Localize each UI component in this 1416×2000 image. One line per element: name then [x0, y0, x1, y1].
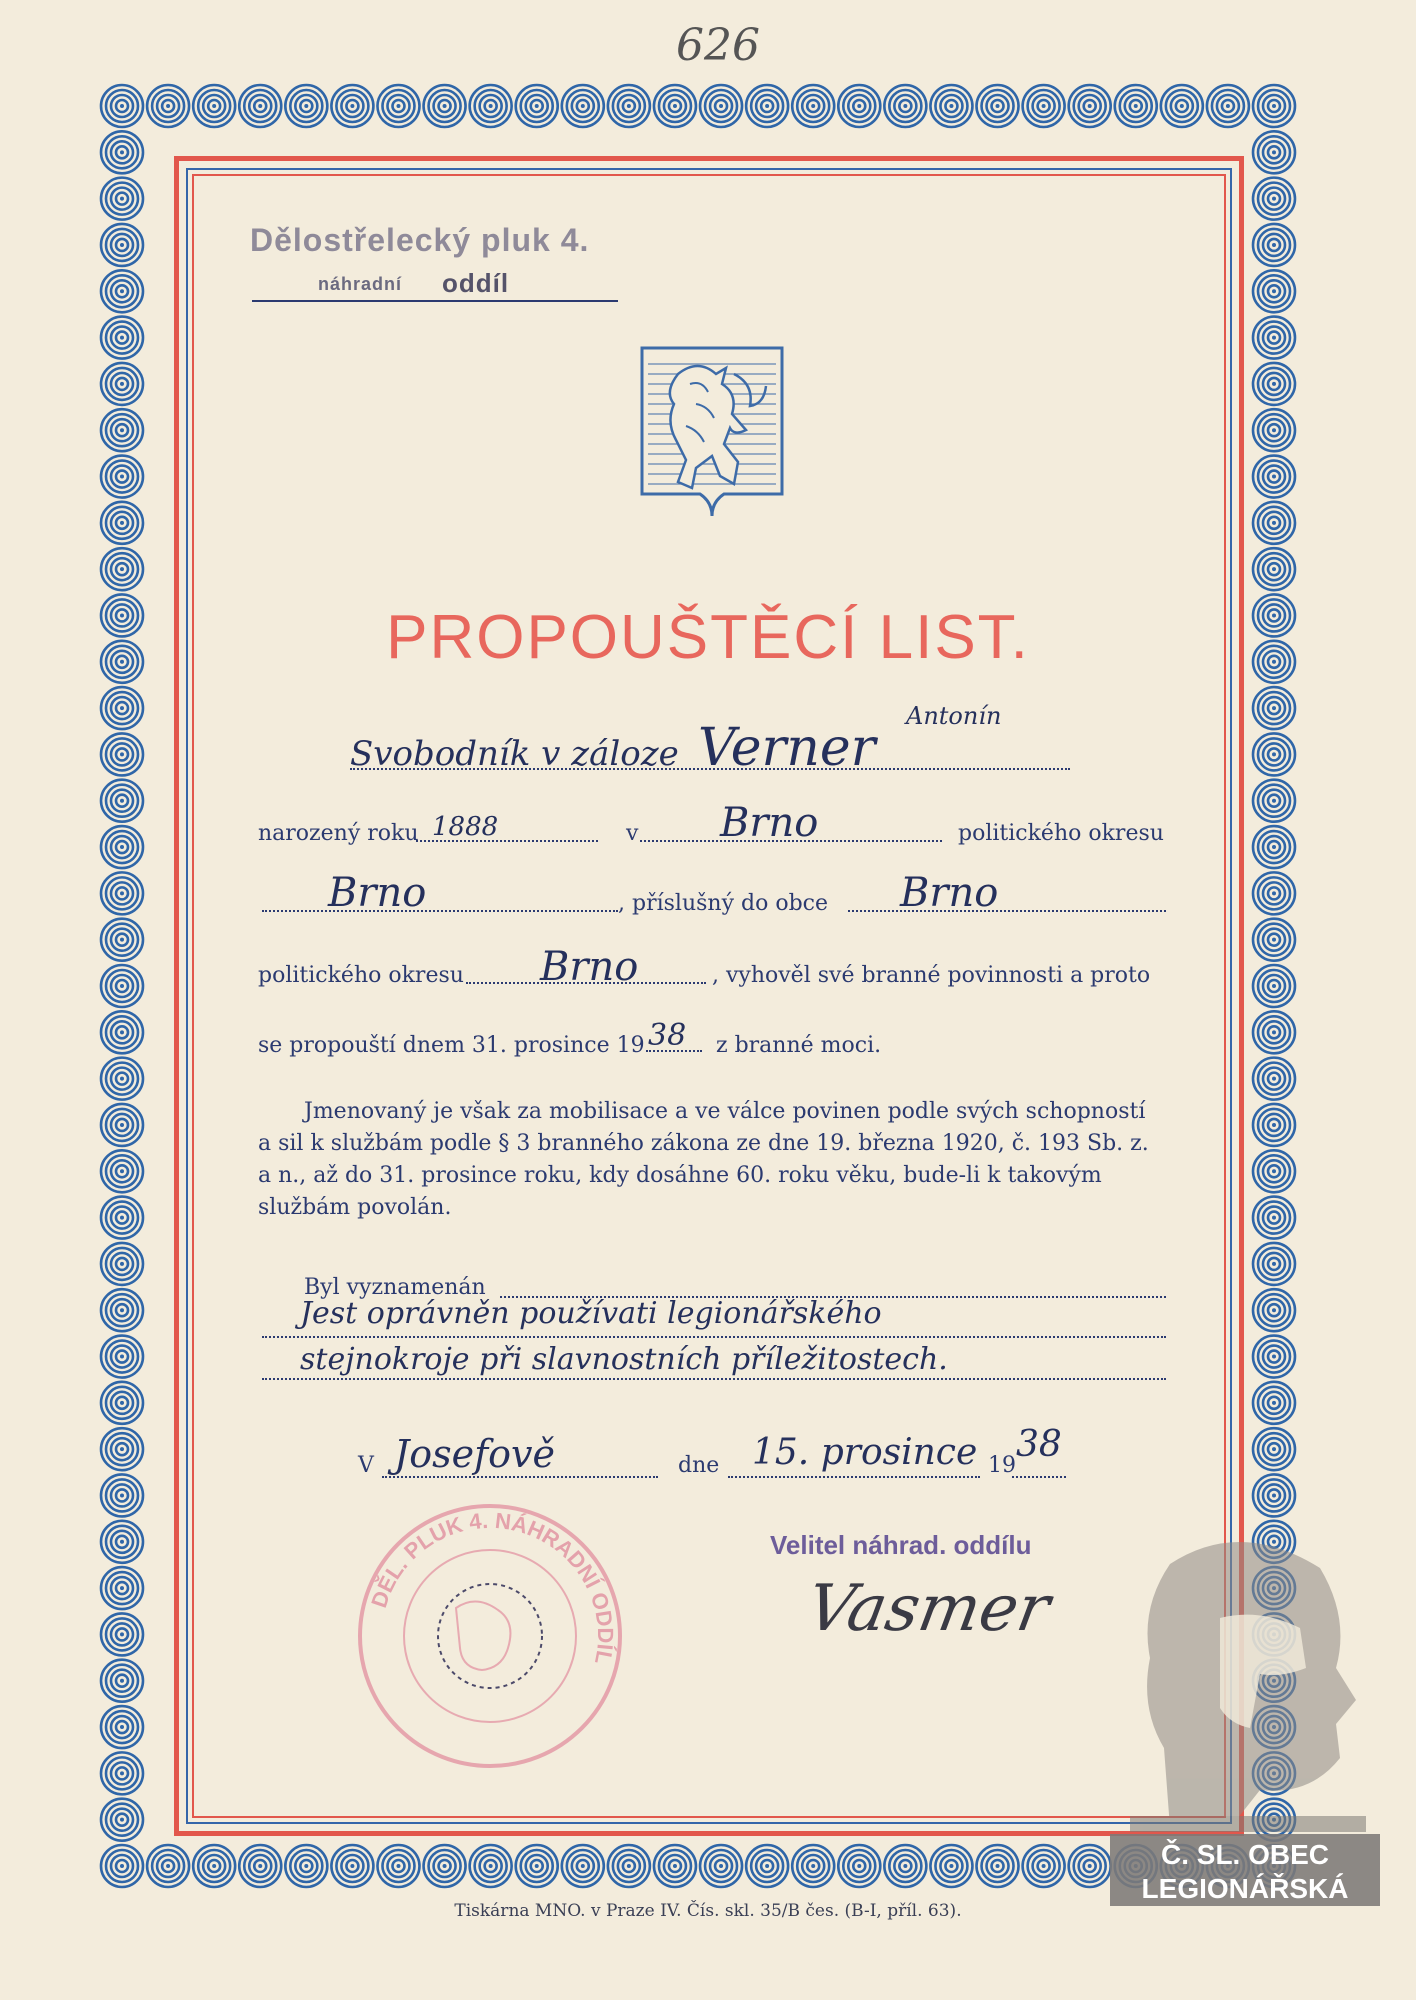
border-ring — [101, 1382, 143, 1424]
border-ring — [608, 1845, 650, 1887]
border-ring — [1023, 85, 1065, 127]
border-ring — [101, 826, 143, 868]
border-ring — [147, 85, 189, 127]
border-ring — [1253, 1011, 1295, 1053]
border-ring — [884, 1845, 926, 1887]
border-ring — [1069, 85, 1111, 127]
district-label-2: politického okresu — [258, 963, 464, 988]
border-ring — [101, 965, 143, 1007]
surname-handwritten: Verner — [698, 718, 876, 778]
border-ring — [654, 1845, 696, 1887]
border-ring — [1115, 85, 1157, 127]
border-ring — [101, 1845, 143, 1887]
border-ring — [1253, 826, 1295, 868]
released-year-handwritten: 38 — [648, 1018, 687, 1053]
date-handwritten: 15. prosince — [752, 1432, 978, 1473]
border-ring — [101, 1336, 143, 1378]
released-year-line — [646, 1050, 702, 1052]
border-ring — [239, 85, 281, 127]
border-ring — [101, 363, 143, 405]
legal-paragraph-line: Jmenovaný je však za mobilisace a ve válce povinen podle svých schopností — [304, 1099, 1146, 1124]
border-ring — [1253, 456, 1295, 498]
border-ring — [101, 270, 143, 312]
border-ring — [331, 1845, 373, 1887]
municipality-line — [848, 910, 1166, 912]
border-ring — [101, 224, 143, 266]
legal-paragraph-line: a n., až do 31. prosince roku, kdy dosáhne 60. roku věku, bude-li k takovým — [258, 1163, 1102, 1188]
border-ring — [101, 1104, 143, 1146]
border-ring — [239, 1845, 281, 1887]
border-ring — [101, 687, 143, 729]
border-ring — [746, 1845, 788, 1887]
border-ring — [930, 1845, 972, 1887]
place-v-label: V — [358, 1453, 374, 1478]
border-ring — [516, 1845, 558, 1887]
border-ring — [700, 1845, 742, 1887]
decoration-line-1 — [262, 1336, 1166, 1338]
border-ring — [654, 85, 696, 127]
border-ring — [1253, 85, 1295, 127]
border-ring — [147, 1845, 189, 1887]
decoration-label: Byl vyznamenán — [304, 1275, 486, 1300]
watermark-line1: Č. SL. OBEC — [1160, 1839, 1330, 1870]
border-ring — [101, 919, 143, 961]
border-ring — [101, 1521, 143, 1563]
birthplace-line — [640, 840, 942, 842]
border-ring — [1253, 178, 1295, 220]
date-line — [728, 1476, 980, 1478]
born-year-line — [416, 840, 598, 842]
document-title: PROPOUŠTĚCÍ LIST. — [386, 603, 1030, 672]
border-ring — [1253, 409, 1295, 451]
border-ring — [101, 780, 143, 822]
border-ring — [1253, 1058, 1295, 1100]
decoration-line-2 — [262, 1378, 1166, 1380]
border-ring — [470, 85, 512, 127]
border-ring — [746, 85, 788, 127]
given-name-handwritten: Antonín — [906, 702, 1002, 730]
border-ring — [1253, 548, 1295, 590]
date-year-prefix: 19 — [988, 1453, 1016, 1478]
border-ring — [101, 733, 143, 775]
border-ring — [838, 1845, 880, 1887]
decoration-text-line1: Jest oprávněn používati legionářského — [300, 1296, 882, 1331]
border-ring — [1253, 919, 1295, 961]
legal-paragraph — [258, 1096, 1168, 1224]
border-ring — [470, 1845, 512, 1887]
border-ring — [101, 456, 143, 498]
unit-stamp-line2-part1: náhradní — [318, 274, 403, 294]
born-label: narozený roku — [258, 821, 419, 846]
border-ring — [285, 1845, 327, 1887]
border-ring — [193, 85, 235, 127]
border-ring — [1253, 1104, 1295, 1146]
border-ring — [1253, 1336, 1295, 1378]
place-line — [382, 1476, 658, 1478]
border-ring — [1069, 1845, 1111, 1887]
border-ring — [101, 1289, 143, 1331]
signature-scribble: Vasmer — [801, 1572, 1056, 1646]
belongs-label: , příslušný do obce — [618, 891, 828, 916]
border-ring — [424, 1845, 466, 1887]
border-ring — [101, 131, 143, 173]
round-official-stamp — [352, 1498, 628, 1774]
decoration-text-line2: stejnokroje při slavnostních příležitostech. — [300, 1342, 948, 1377]
border-ring — [1253, 1382, 1295, 1424]
border-ring — [101, 1660, 143, 1702]
border-ring — [1253, 270, 1295, 312]
district-2-handwritten: Brno — [540, 944, 639, 990]
border-ring — [700, 85, 742, 127]
border-ring — [101, 1197, 143, 1239]
border-ring — [101, 1474, 143, 1516]
border-ring — [1253, 224, 1295, 266]
border-ring — [516, 85, 558, 127]
round-stamp-text: DĚL. PLUK 4. NÁHRADNÍ ODDÍL — [366, 1507, 619, 1667]
border-ring — [101, 1706, 143, 1748]
border-ring — [101, 409, 143, 451]
legal-paragraph-line: službám povolán. — [258, 1195, 452, 1220]
border-ring — [838, 85, 880, 127]
border-ring — [285, 85, 327, 127]
district-1-handwritten: Brno — [328, 870, 427, 916]
border-ring — [1207, 85, 1249, 127]
border-ring — [1023, 1845, 1065, 1887]
date-year-line — [1012, 1476, 1066, 1478]
district-2-line — [466, 982, 706, 984]
border-ring — [377, 85, 419, 127]
unit-stamp-line2-part2: oddíl — [442, 268, 510, 298]
border-ring — [1253, 1197, 1295, 1239]
legion-watermark-logo — [1110, 1528, 1380, 1906]
border-ring — [101, 1567, 143, 1609]
watermark-line2: LEGIONÁŘSKÁ — [1141, 1873, 1349, 1904]
border-ring — [1253, 363, 1295, 405]
signature-title-stamp: Velitel náhrad. oddílu — [770, 1530, 1032, 1560]
border-ring — [193, 1845, 235, 1887]
district-1-line — [262, 910, 618, 912]
border-ring — [101, 1150, 143, 1192]
border-ring — [930, 85, 972, 127]
border-ring — [101, 178, 143, 220]
border-ring — [101, 85, 143, 127]
border-ring — [101, 1613, 143, 1655]
border-ring — [792, 85, 834, 127]
border-ring — [977, 1845, 1019, 1887]
date-dne-label: dne — [678, 1453, 720, 1478]
in-label: v — [626, 821, 639, 846]
border-ring — [977, 85, 1019, 127]
archive-number: 626 — [676, 20, 760, 71]
unit-stamp-underline — [252, 300, 618, 302]
border-ring — [1253, 872, 1295, 914]
place-handwritten: Josefově — [394, 1432, 555, 1476]
border-ring — [101, 1011, 143, 1053]
born-year-handwritten: 1888 — [432, 812, 499, 842]
fulfilled-text: , vyhověl své branné povinnosti a proto — [712, 963, 1151, 988]
border-ring — [1161, 85, 1203, 127]
border-ring — [101, 1752, 143, 1794]
border-ring — [101, 1243, 143, 1285]
border-ring — [608, 85, 650, 127]
border-ring — [1253, 687, 1295, 729]
border-ring — [562, 85, 604, 127]
border-ring — [101, 1799, 143, 1841]
birthplace-handwritten: Brno — [720, 800, 819, 846]
border-ring — [331, 85, 373, 127]
border-ring — [562, 1845, 604, 1887]
released-prefix: se propouští dnem 31. prosince 19 — [258, 1033, 645, 1058]
border-ring — [101, 1428, 143, 1470]
border-ring — [101, 1058, 143, 1100]
rank-name-handwritten: Svobodník v záloze — [350, 734, 679, 774]
border-ring — [101, 872, 143, 914]
border-ring — [1253, 780, 1295, 822]
printer-footer: Tiskárna MNO. v Praze IV. Čís. skl. 35/B čes. (B-I, příl. 63). — [454, 1901, 962, 1921]
border-ring — [1253, 965, 1295, 1007]
border-ring — [1253, 1150, 1295, 1192]
border-ring — [1253, 1474, 1295, 1516]
date-year-handwritten: 38 — [1016, 1424, 1062, 1465]
border-ring — [884, 85, 926, 127]
border-ring — [1253, 1243, 1295, 1285]
border-ring — [424, 85, 466, 127]
border-ring — [1253, 1289, 1295, 1331]
unit-stamp-line1: Dělostřelecký pluk 4. — [250, 222, 590, 258]
border-ring — [1253, 131, 1295, 173]
municipality-handwritten: Brno — [900, 870, 999, 916]
district-label-1: politického okresu — [958, 821, 1164, 846]
border-ring — [792, 1845, 834, 1887]
border-ring — [101, 317, 143, 359]
name-dotted-line — [350, 768, 1070, 770]
border-ring — [101, 502, 143, 544]
border-ring — [101, 548, 143, 590]
border-ring — [1253, 317, 1295, 359]
border-ring — [1253, 733, 1295, 775]
released-suffix: z branné moci. — [716, 1033, 882, 1058]
border-ring — [1253, 502, 1295, 544]
border-ring — [1253, 1428, 1295, 1470]
coat-of-arms-emblem — [638, 344, 786, 520]
border-ring — [377, 1845, 419, 1887]
legal-paragraph-line: a sil k službám podle § 3 branného zákona ze dne 19. března 1920, č. 193 Sb. z. — [258, 1131, 1149, 1156]
